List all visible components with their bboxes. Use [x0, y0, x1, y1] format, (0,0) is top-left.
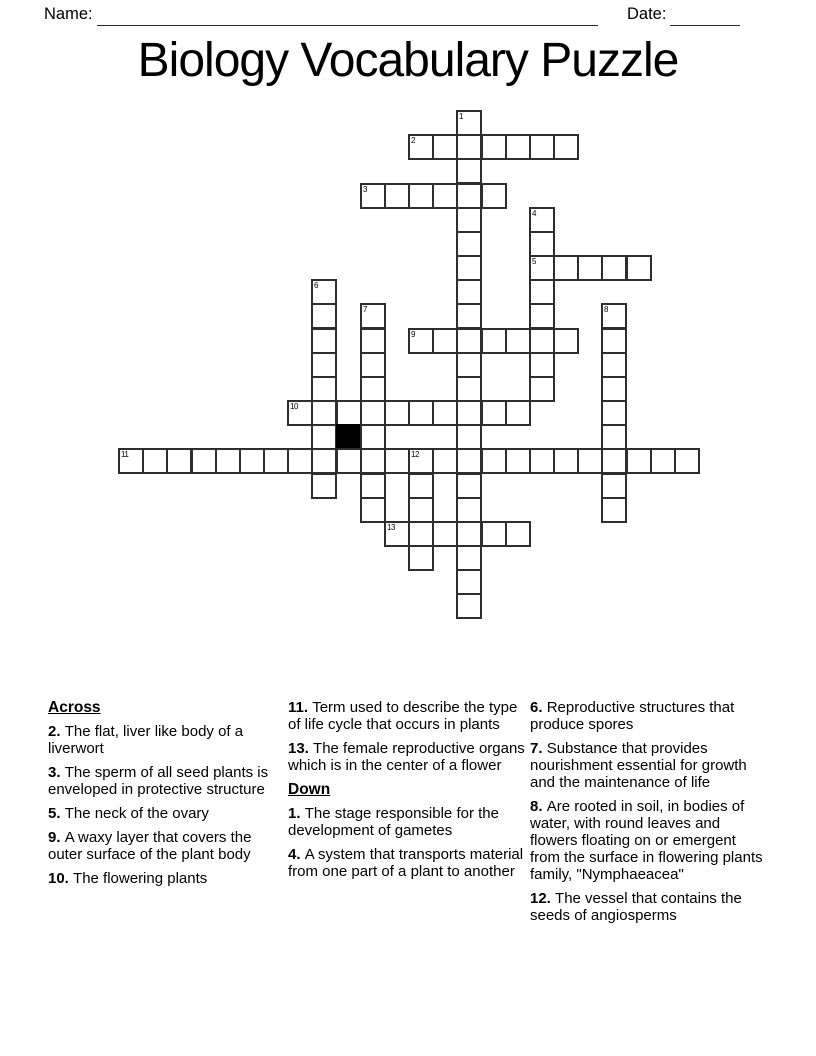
grid-cell [456, 231, 482, 257]
grid-cell [529, 352, 555, 378]
grid-cell [311, 279, 337, 305]
grid-cell [505, 521, 531, 547]
clue-item: 2. The flat, liver like body of a liverwort [48, 723, 244, 757]
grid-cell [360, 352, 386, 378]
grid-cell [287, 400, 313, 426]
clue-item-number: 7. [530, 740, 547, 757]
grid-cell [384, 183, 410, 209]
grid-cell [601, 473, 627, 499]
grid-cell [456, 376, 482, 402]
clue-item: 1. The stage responsible for the development of gametes [288, 805, 499, 839]
grid-cell [456, 110, 482, 136]
grid-cell [456, 473, 482, 499]
grid-cell [215, 448, 241, 474]
grid-cell [432, 448, 458, 474]
clue-item: 3. The sperm of all seed plants is enveloped in protective structure [48, 764, 269, 798]
clue-section-header: Across [48, 699, 101, 716]
grid-cell [601, 497, 627, 523]
grid-cell [360, 448, 386, 474]
grid-cell [601, 352, 627, 378]
name-blank-line [97, 25, 598, 26]
grid-cell [481, 400, 507, 426]
grid-cell [505, 400, 531, 426]
clue-item-number: 13. [288, 740, 314, 757]
grid-cell [601, 303, 627, 329]
grid-cell [311, 448, 337, 474]
grid-cell [311, 328, 337, 354]
clue-column-right [530, 699, 770, 931]
clue-number: 4 [532, 209, 536, 218]
clue-number: 9 [411, 330, 415, 339]
clue-number: 2 [411, 136, 415, 145]
grid-cell [408, 134, 434, 160]
grid-cell [601, 376, 627, 402]
grid-cell [360, 376, 386, 402]
clue-item-number: 2. [48, 723, 65, 740]
grid-cell [481, 134, 507, 160]
clue-number: 11 [121, 450, 129, 459]
grid-cell [456, 279, 482, 305]
grid-cell [360, 400, 386, 426]
grid-cell [553, 134, 579, 160]
grid-cell-black [336, 424, 362, 450]
clue-number: 3 [363, 185, 367, 194]
grid-cell [118, 448, 144, 474]
grid-cell [456, 255, 482, 281]
clue-item: 13. The female reproductive organs which is in the center of a flower [288, 740, 525, 774]
page-title: Biology Vocabulary Puzzle [137, 34, 679, 87]
grid-cell [456, 569, 482, 595]
grid-cell [481, 448, 507, 474]
grid-cell [408, 400, 434, 426]
grid-cell [360, 328, 386, 354]
grid-cell [263, 448, 289, 474]
grid-cell [384, 521, 410, 547]
clue-item-number: 8. [530, 798, 547, 815]
grid-cell [360, 473, 386, 499]
grid-cell [601, 255, 627, 281]
grid-cell [360, 183, 386, 209]
grid-cell [577, 255, 603, 281]
clue-number: 1 [459, 112, 463, 121]
clue-item-number: 4. [288, 846, 305, 863]
clue-item: 8. Are rooted in soil, in bodies of water, with round leaves and flowers floating on or emergent from the surface in flowering plants family, "Nymphaeacea" [530, 798, 763, 883]
clue-item: 11. Term used to describe the type of life cycle that occurs in plants [288, 699, 518, 733]
grid-cell [553, 328, 579, 354]
clue-column-middle [288, 699, 528, 887]
clue-item-number: 5. [48, 805, 65, 822]
grid-cell [432, 521, 458, 547]
grid-cell [408, 497, 434, 523]
clue-number: 12 [411, 450, 419, 459]
clue-column-left [48, 699, 282, 894]
clue-item-number: 12. [530, 890, 556, 907]
clue-number: 6 [314, 281, 318, 290]
clue-item: 5. The neck of the ovary [48, 805, 209, 822]
clue-item-number: 3. [48, 764, 65, 781]
grid-cell [360, 497, 386, 523]
grid-cell [529, 328, 555, 354]
grid-cell [432, 400, 458, 426]
grid-cell [529, 279, 555, 305]
grid-cell [456, 497, 482, 523]
grid-cell [529, 231, 555, 257]
grid-cell [529, 207, 555, 233]
grid-cell [311, 400, 337, 426]
grid-cell [408, 473, 434, 499]
grid-cell [432, 134, 458, 160]
date-label: Date: [627, 5, 667, 23]
date-blank-line [670, 25, 740, 26]
grid-cell [166, 448, 192, 474]
grid-cell [311, 473, 337, 499]
grid-cell [360, 424, 386, 450]
grid-cell [311, 424, 337, 450]
grid-cell [456, 400, 482, 426]
grid-cell [311, 376, 337, 402]
clue-item: 9. A waxy layer that covers the outer surface of the plant body [48, 829, 252, 863]
clue-item-number: 1. [288, 805, 305, 822]
grid-cell [311, 303, 337, 329]
grid-cell [408, 183, 434, 209]
grid-cell [481, 521, 507, 547]
grid-cell [601, 400, 627, 426]
clue-item: 4. A system that transports material from one part of a plant to another [288, 846, 524, 880]
clue-item-number: 9. [48, 829, 65, 846]
grid-cell [456, 424, 482, 450]
grid-cell [432, 328, 458, 354]
grid-cell [505, 448, 531, 474]
grid-cell [456, 134, 482, 160]
clue-item: 6. Reproductive structures that produce spores [530, 699, 735, 733]
grid-cell [481, 328, 507, 354]
grid-cell [456, 593, 482, 619]
grid-cell [456, 158, 482, 184]
grid-cell [650, 448, 676, 474]
grid-cell [408, 328, 434, 354]
grid-cell [456, 521, 482, 547]
grid-cell [408, 448, 434, 474]
grid-cell [456, 448, 482, 474]
clue-item-number: 6. [530, 699, 547, 716]
grid-cell [626, 448, 652, 474]
grid-cell [505, 134, 531, 160]
grid-cell [529, 303, 555, 329]
grid-cell [601, 448, 627, 474]
clue-item: 10. The flowering plants [48, 870, 208, 887]
grid-cell [481, 183, 507, 209]
grid-cell [505, 328, 531, 354]
grid-cell [456, 303, 482, 329]
grid-cell [456, 545, 482, 571]
grid-cell [384, 400, 410, 426]
name-label: Name: [44, 5, 93, 23]
clue-number: 10 [290, 402, 298, 411]
grid-cell [384, 448, 410, 474]
grid-cell [601, 328, 627, 354]
clue-number: 5 [532, 257, 536, 266]
grid-cell [191, 448, 217, 474]
grid-cell [674, 448, 700, 474]
clue-number: 8 [604, 305, 608, 314]
grid-cell [529, 134, 555, 160]
clue-number: 13 [387, 523, 395, 532]
grid-cell [239, 448, 265, 474]
grid-cell [336, 448, 362, 474]
clue-item: 7. Substance that provides nourishment essential for growth and the maintenance of life [530, 740, 747, 791]
grid-cell [456, 207, 482, 233]
grid-cell [432, 183, 458, 209]
grid-cell [456, 183, 482, 209]
grid-cell [142, 448, 168, 474]
grid-cell [553, 448, 579, 474]
grid-cell [456, 328, 482, 354]
grid-cell [360, 303, 386, 329]
grid-cell [336, 400, 362, 426]
clue-section-header: Down [288, 781, 331, 798]
clue-number: 7 [363, 305, 367, 314]
grid-cell [311, 352, 337, 378]
clue-item: 12. The vessel that contains the seeds of angiosperms [530, 890, 742, 924]
grid-cell [529, 376, 555, 402]
grid-cell [577, 448, 603, 474]
grid-cell [408, 545, 434, 571]
grid-cell [601, 424, 627, 450]
grid-cell [287, 448, 313, 474]
grid-cell [626, 255, 652, 281]
grid-cell [529, 448, 555, 474]
grid-cell [529, 255, 555, 281]
grid-cell [553, 255, 579, 281]
clue-item-number: 11. [288, 699, 313, 716]
clue-item-number: 10. [48, 870, 74, 887]
grid-cell [456, 352, 482, 378]
grid-cell [408, 521, 434, 547]
